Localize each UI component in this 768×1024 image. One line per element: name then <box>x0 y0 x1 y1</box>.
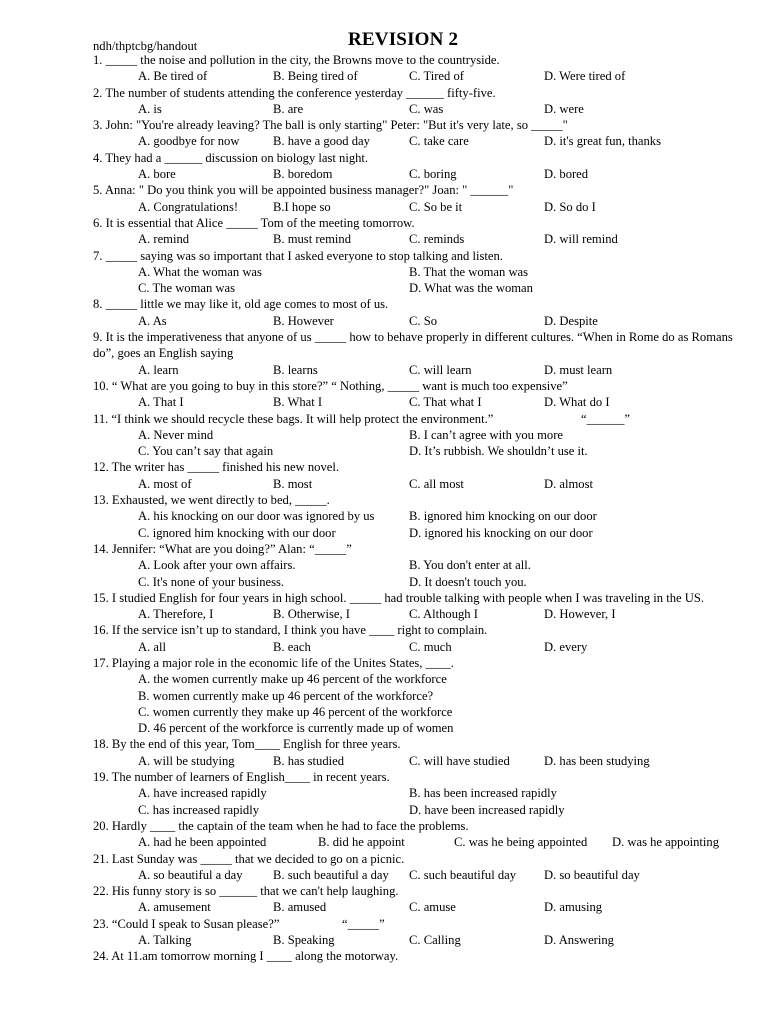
option-b: B. Speaking <box>273 933 335 948</box>
option-c: C. ignored him knocking with our door <box>138 525 336 540</box>
question-text: 10. “ What are you going to buy in this store?” “ Nothing, _____ want is much too expensive” <box>93 378 568 393</box>
option-b: B. amused <box>273 900 327 915</box>
question-text: 12. The writer has _____ finished his new novel. <box>93 460 340 475</box>
option-d: D. What was the woman <box>409 281 533 296</box>
option-d: D. will remind <box>544 232 618 247</box>
option-a: A. Be tired of <box>138 69 208 84</box>
option-a: A. have increased rapidly <box>138 786 267 801</box>
question-text: 9. It is the imperativeness that anyone of us _____ how to behave properly in different cultures. “When in Rome do as Romans do”, goes an English saying <box>93 330 733 361</box>
option-d: D. has been studying <box>544 753 650 768</box>
option-c: C. That what I <box>409 395 482 410</box>
option-row <box>93 68 743 84</box>
option-d: D. Answering <box>544 933 614 948</box>
option-d: D. it's great fun, thanks <box>544 134 661 149</box>
question-text: 14. Jennifer: “What are you doing?” Alan: “_____” <box>93 541 352 556</box>
option-a: A. That I <box>138 395 184 410</box>
option-row <box>93 525 743 541</box>
question-line <box>93 916 743 932</box>
response-blank: “______” <box>581 411 630 426</box>
option-b: B. each <box>273 639 311 654</box>
option-row <box>93 476 743 492</box>
option-c: C. much <box>409 639 452 654</box>
option-a: A. will be studying <box>138 753 235 768</box>
option-b: B. must remind <box>273 232 352 247</box>
question-text: 19. The number of learners of English____ in recent years. <box>93 770 390 785</box>
option-b: B. are <box>273 101 304 116</box>
option-a: A. Talking <box>138 933 192 948</box>
question-text: 24. At 11.am tomorrow morning I ____ along the motorway. <box>93 949 399 964</box>
option-c: C. was he being appointed <box>454 835 588 850</box>
option-c: C. So <box>409 313 437 328</box>
option-d: D. It doesn't touch you. <box>409 574 527 589</box>
option-b: B. learns <box>273 362 318 377</box>
question-text: 16. If the service isn’t up to standard, I think you have ____ right to complain. <box>93 623 488 638</box>
option-b: B. What I <box>273 395 323 410</box>
option-a: A. As <box>138 313 167 328</box>
question-text: 15. I studied English for four years in high school. _____ had trouble talking with people when I was traveling in the US. <box>93 590 705 605</box>
option-b: B. boredom <box>273 167 333 182</box>
option-b: B. have a good day <box>273 134 370 149</box>
option-b: B. I can’t agree with you more <box>409 427 563 442</box>
option-b: B. That the woman was <box>409 264 529 279</box>
option-row <box>93 101 743 117</box>
option-b: B. You don't enter at all. <box>409 558 531 573</box>
option-d: D. Were tired of <box>544 69 626 84</box>
option-b: B. Being tired of <box>273 69 358 84</box>
option-a: A. What the woman was <box>138 264 262 279</box>
option-d: D. So do I <box>544 199 596 214</box>
source-label: ndh/thptcbg/handout <box>93 39 198 53</box>
question-text: 7. _____ saying was so important that I asked everyone to stop talking and listen. <box>93 248 503 263</box>
option-b: B. Otherwise, I <box>273 607 350 622</box>
option-c: C. You can’t say that again <box>138 444 274 459</box>
question-text: 13. Exhausted, we went directly to bed, _____. <box>93 493 330 508</box>
option-d: D. It’s rubbish. We shouldn’t use it. <box>409 444 588 459</box>
option-d: D. Despite <box>544 313 598 328</box>
option-row <box>93 362 743 378</box>
option-row <box>93 557 743 573</box>
option-a: A. Therefore, I <box>138 607 214 622</box>
question-line <box>93 411 743 427</box>
question-list <box>93 52 743 965</box>
option-d: D. ignored his knocking on our door <box>409 525 593 540</box>
response-blank: “_____” <box>342 916 385 931</box>
option-b: B. has been increased rapidly <box>409 786 557 801</box>
option-c: C. will learn <box>409 362 472 377</box>
option-a: A. amusement <box>138 900 211 915</box>
option-d: D. What do I <box>544 395 610 410</box>
question-text: 23. “Could I speak to Susan please?” <box>93 916 280 931</box>
option-b: B.I hope so <box>273 199 331 214</box>
question-text: 4. They had a ______ discussion on biology last night. <box>93 150 369 165</box>
option-d: D. However, I <box>544 607 616 622</box>
option-c: C. The woman was <box>138 281 236 296</box>
option-b: B. has studied <box>273 753 345 768</box>
option-c: C. Although I <box>409 607 478 622</box>
option-b: B. ignored him knocking on our door <box>409 509 597 524</box>
question-text: 1. _____ the noise and pollution in the city, the Browns move to the countryside. <box>93 53 500 67</box>
option-d: D. have been increased rapidly <box>409 802 565 817</box>
option-row <box>93 264 743 280</box>
option-c: C. women currently they make up 46 percent of the workforce <box>138 704 453 719</box>
question-text: 20. Hardly ____ the captain of the team when he had to face the problems. <box>93 818 469 833</box>
question-text: 17. Playing a major role in the economic life of the Unites States, ____. <box>93 655 454 670</box>
option-row <box>93 427 743 443</box>
question-text: 6. It is essential that Alice _____ Tom of the meeting tomorrow. <box>93 215 415 230</box>
option-row <box>93 443 743 459</box>
option-row <box>93 199 743 215</box>
option-row <box>93 834 743 850</box>
page-header <box>93 29 753 54</box>
option-row <box>93 231 743 247</box>
option-row <box>93 899 743 915</box>
option-a: A. so beautiful a day <box>138 867 243 882</box>
option-row <box>93 753 743 769</box>
option-b: B. women currently make up 46 percent of the workforce? <box>138 688 434 703</box>
option-b: B. most <box>273 476 313 491</box>
option-a: A. his knocking on our door was ignored by us <box>138 509 375 524</box>
option-d: D. 46 percent of the workforce is currently made up of women <box>138 721 454 736</box>
option-a: A. the women currently make up 46 percent of the workforce <box>138 672 447 687</box>
option-row <box>93 133 743 149</box>
option-row <box>93 574 743 590</box>
option-c: C. such beautiful day <box>409 867 517 882</box>
option-row <box>93 280 743 296</box>
option-d: D. bored <box>544 167 589 182</box>
option-c: C. amuse <box>409 900 456 915</box>
question-text: 22. His funny story is so ______ that we can't help laughing. <box>93 884 399 899</box>
option-row <box>93 785 743 801</box>
option-row <box>93 394 743 410</box>
option-d: D. was he appointing <box>612 835 720 850</box>
option-d: D. so beautiful day <box>544 867 640 882</box>
option-row <box>93 932 743 948</box>
question-text: 21. Last Sunday was _____ that we decided to go on a picnic. <box>93 851 405 866</box>
option-b: B. such beautiful a day <box>273 867 389 882</box>
option-a: A. Never mind <box>138 427 214 442</box>
option-row <box>93 606 743 622</box>
option-c: C. reminds <box>409 232 465 247</box>
option-b: B. However <box>273 313 334 328</box>
option-c: C. has increased rapidly <box>138 802 259 817</box>
option-c: C. take care <box>409 134 469 149</box>
option-d: D. almost <box>544 476 593 491</box>
option-c: C. It's none of your business. <box>138 574 285 589</box>
option-a: A. remind <box>138 232 190 247</box>
option-a: A. had he been appointed <box>138 835 267 850</box>
question-text: 3. John: "You're already leaving? The ball is only starting" Peter: "But it's very late, so _____" <box>93 118 568 133</box>
option-a: A. is <box>138 101 162 116</box>
option-row <box>93 802 743 818</box>
option-c: C. all most <box>409 476 464 491</box>
option-a: A. learn <box>138 362 179 377</box>
option-b: B. did he appoint <box>318 835 405 850</box>
option-c: C. boring <box>409 167 457 182</box>
option-row <box>93 313 743 329</box>
option-a: A. most of <box>138 476 192 491</box>
option-d: D. every <box>544 639 588 654</box>
option-c: C. Tired of <box>409 69 464 84</box>
question-text: 2. The number of students attending the conference yesterday ______ fifty-five. <box>93 85 496 100</box>
option-a: A. bore <box>138 167 176 182</box>
question-text: 5. Anna: " Do you think you will be appointed business manager?" Joan: " ______" <box>93 183 514 198</box>
option-a: A. all <box>138 639 166 654</box>
option-row <box>93 166 743 182</box>
option-c: C. will have studied <box>409 753 510 768</box>
question-text: 18. By the end of this year, Tom____ English for three years. <box>93 737 401 752</box>
option-a: A. Congratulations! <box>138 199 239 214</box>
page-title: REVISION 2 <box>348 29 459 50</box>
option-row <box>93 867 743 883</box>
option-c: C. Calling <box>409 933 461 948</box>
option-d: D. were <box>544 101 584 116</box>
option-row <box>93 508 743 524</box>
option-row <box>93 639 743 655</box>
question-text: 11. “I think we should recycle these bags. It will help protect the environment.” <box>93 411 494 426</box>
option-c: C. was <box>409 101 444 116</box>
option-d: D. amusing <box>544 900 603 915</box>
question-text: 8. _____ little we may like it, old age comes to most of us. <box>93 297 389 312</box>
option-a: A. Look after your own affairs. <box>138 558 296 573</box>
option-c: C. So be it <box>409 199 463 214</box>
option-a: A. goodbye for now <box>138 134 240 149</box>
option-d: D. must learn <box>544 362 613 377</box>
